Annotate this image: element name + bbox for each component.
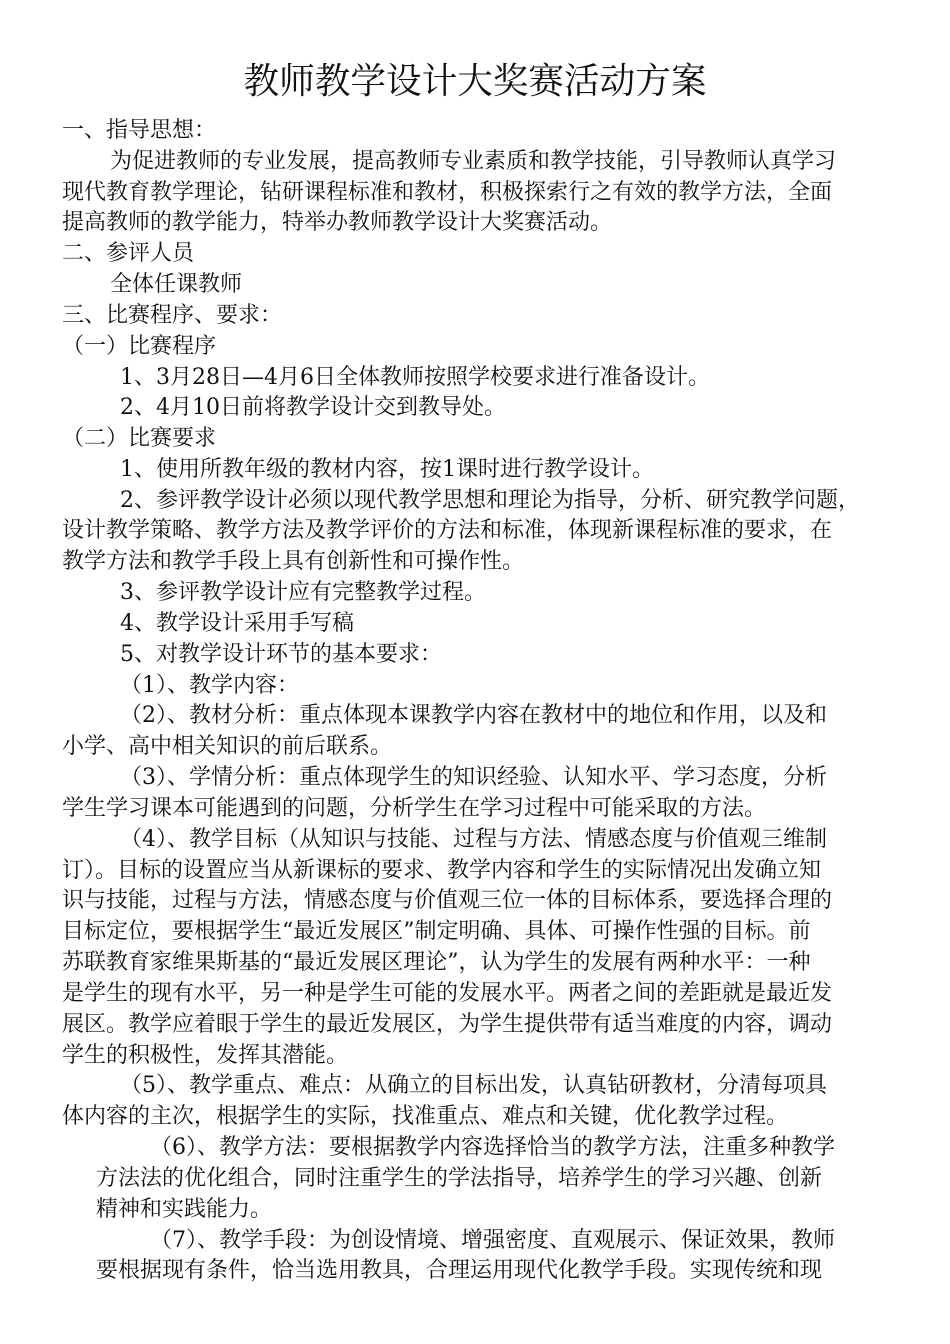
paragraph-line: 为促进教师的专业发展，提高教师专业素质和教学技能，引导教师认真学习 — [110, 149, 837, 174]
paragraph-line: 现代教育教学理论，钻研课程标准和教材，积极探索行之有效的教学方法，全面 — [62, 180, 833, 205]
subsection-heading-procedure: （一）比赛程序 — [62, 334, 217, 359]
paragraph-line: 识与技能，过程与方法，情感态度与价值观三位一体的目标体系，要选择合理的 — [62, 888, 833, 913]
list-item: （1）、教学内容： — [120, 673, 299, 698]
list-item: （2）、教材分析：重点体现本课教学内容在教材中的地位和作用，以及和 — [120, 703, 827, 728]
list-item: 1、使用所教年级的教材内容，按1课时进行教学设计。 — [120, 457, 654, 482]
list-item: （6）、教学方法：要根据教学内容选择恰当的教学方法，注重多种教学 — [150, 1135, 835, 1160]
list-item: 1、3月28日—4月6日全体教师按照学校要求进行准备设计。 — [120, 365, 710, 390]
paragraph-line: 订）。目标的设置应当从新课标的要求、教学内容和学生的实际情况出发确立知 — [62, 858, 822, 883]
subsection-heading-requirements: （二）比赛要求 — [62, 426, 217, 451]
paragraph-line: 精神和实践能力。 — [96, 1197, 273, 1222]
paragraph-line: 是学生的现有水平，另一种是学生可能的发展水平。两者之间的差距就是最近发 — [62, 981, 833, 1006]
document-title: 教师教学设计大奖赛活动方案 — [243, 61, 707, 102]
paragraph-line: 苏联教育家维果斯基的“最近发展区理论”，认为学生的发展有两种水平：一种 — [62, 950, 811, 975]
list-item: 2、4月10日前将教学设计交到教导处。 — [120, 395, 506, 420]
section-heading-procedure: 三、比赛程序、要求： — [62, 303, 283, 328]
paragraph-line: 方法法的优化组合，同时注重学生的学法指导，培养学生的学习兴趣、创新 — [96, 1166, 823, 1191]
list-item: 3、参评教学设计应有完整教学过程。 — [120, 580, 486, 605]
list-item: 4、教学设计采用手写稿 — [120, 611, 354, 636]
paragraph-line: 设计教学策略、教学方法及教学评价的方法和标准，体现新课程标准的要求，在 — [62, 518, 833, 543]
paragraph-line: 要根据现有条件，恰当选用教具，合理运用现代化教学手段。实现传统和现 — [96, 1258, 823, 1283]
list-item: （3）、学情分析：重点体现学生的知识经验、认知水平、学习态度，分析 — [120, 765, 827, 790]
list-item: 5、对教学设计环节的基本要求： — [120, 642, 442, 667]
list-item: （5）、教学重点、难点：从确立的目标出发，认真钻研教材，分清每项具 — [120, 1073, 827, 1098]
paragraph-line: 目标定位，要根据学生“最近发展区”制定明确、具体、可操作性强的目标。前 — [62, 919, 811, 944]
paragraph-line: 提高教师的教学能力，特举办教师教学设计大奖赛活动。 — [62, 210, 613, 235]
section-heading-guiding-thought: 一、指导思想： — [62, 118, 217, 143]
paragraph-line: 学生学习课本可能遇到的问题，分析学生在学习过程中可能采取的方法。 — [62, 796, 767, 821]
paragraph-line: 展区。教学应着眼于学生的最近发展区，为学生提供带有适当难度的内容，调动 — [62, 1012, 833, 1037]
paragraph-line: 学生的积极性，发挥其潜能。 — [62, 1043, 349, 1068]
list-item: （7）、教学手段：为创设情境、增强密度、直观展示、保证效果，教师 — [150, 1228, 835, 1253]
paragraph-line: 小学、高中相关知识的前后联系。 — [62, 734, 393, 759]
paragraph-line: 教学方法和教学手段上具有创新性和可操作性。 — [62, 549, 525, 574]
list-item: （4）、教学目标（从知识与技能、过程与方法、情感态度与价值观三维制 — [120, 827, 827, 852]
paragraph-line: 体内容的主次，根据学生的实际，找准重点、难点和关键，优化教学过程。 — [62, 1104, 789, 1129]
list-item: 2、参评教学设计必须以现代教学思想和理论为指导，分析、研究教学问题， — [120, 488, 860, 513]
section-heading-participants: 二、参评人员 — [62, 241, 195, 266]
paragraph-line: 全体任课教师 — [110, 272, 243, 297]
